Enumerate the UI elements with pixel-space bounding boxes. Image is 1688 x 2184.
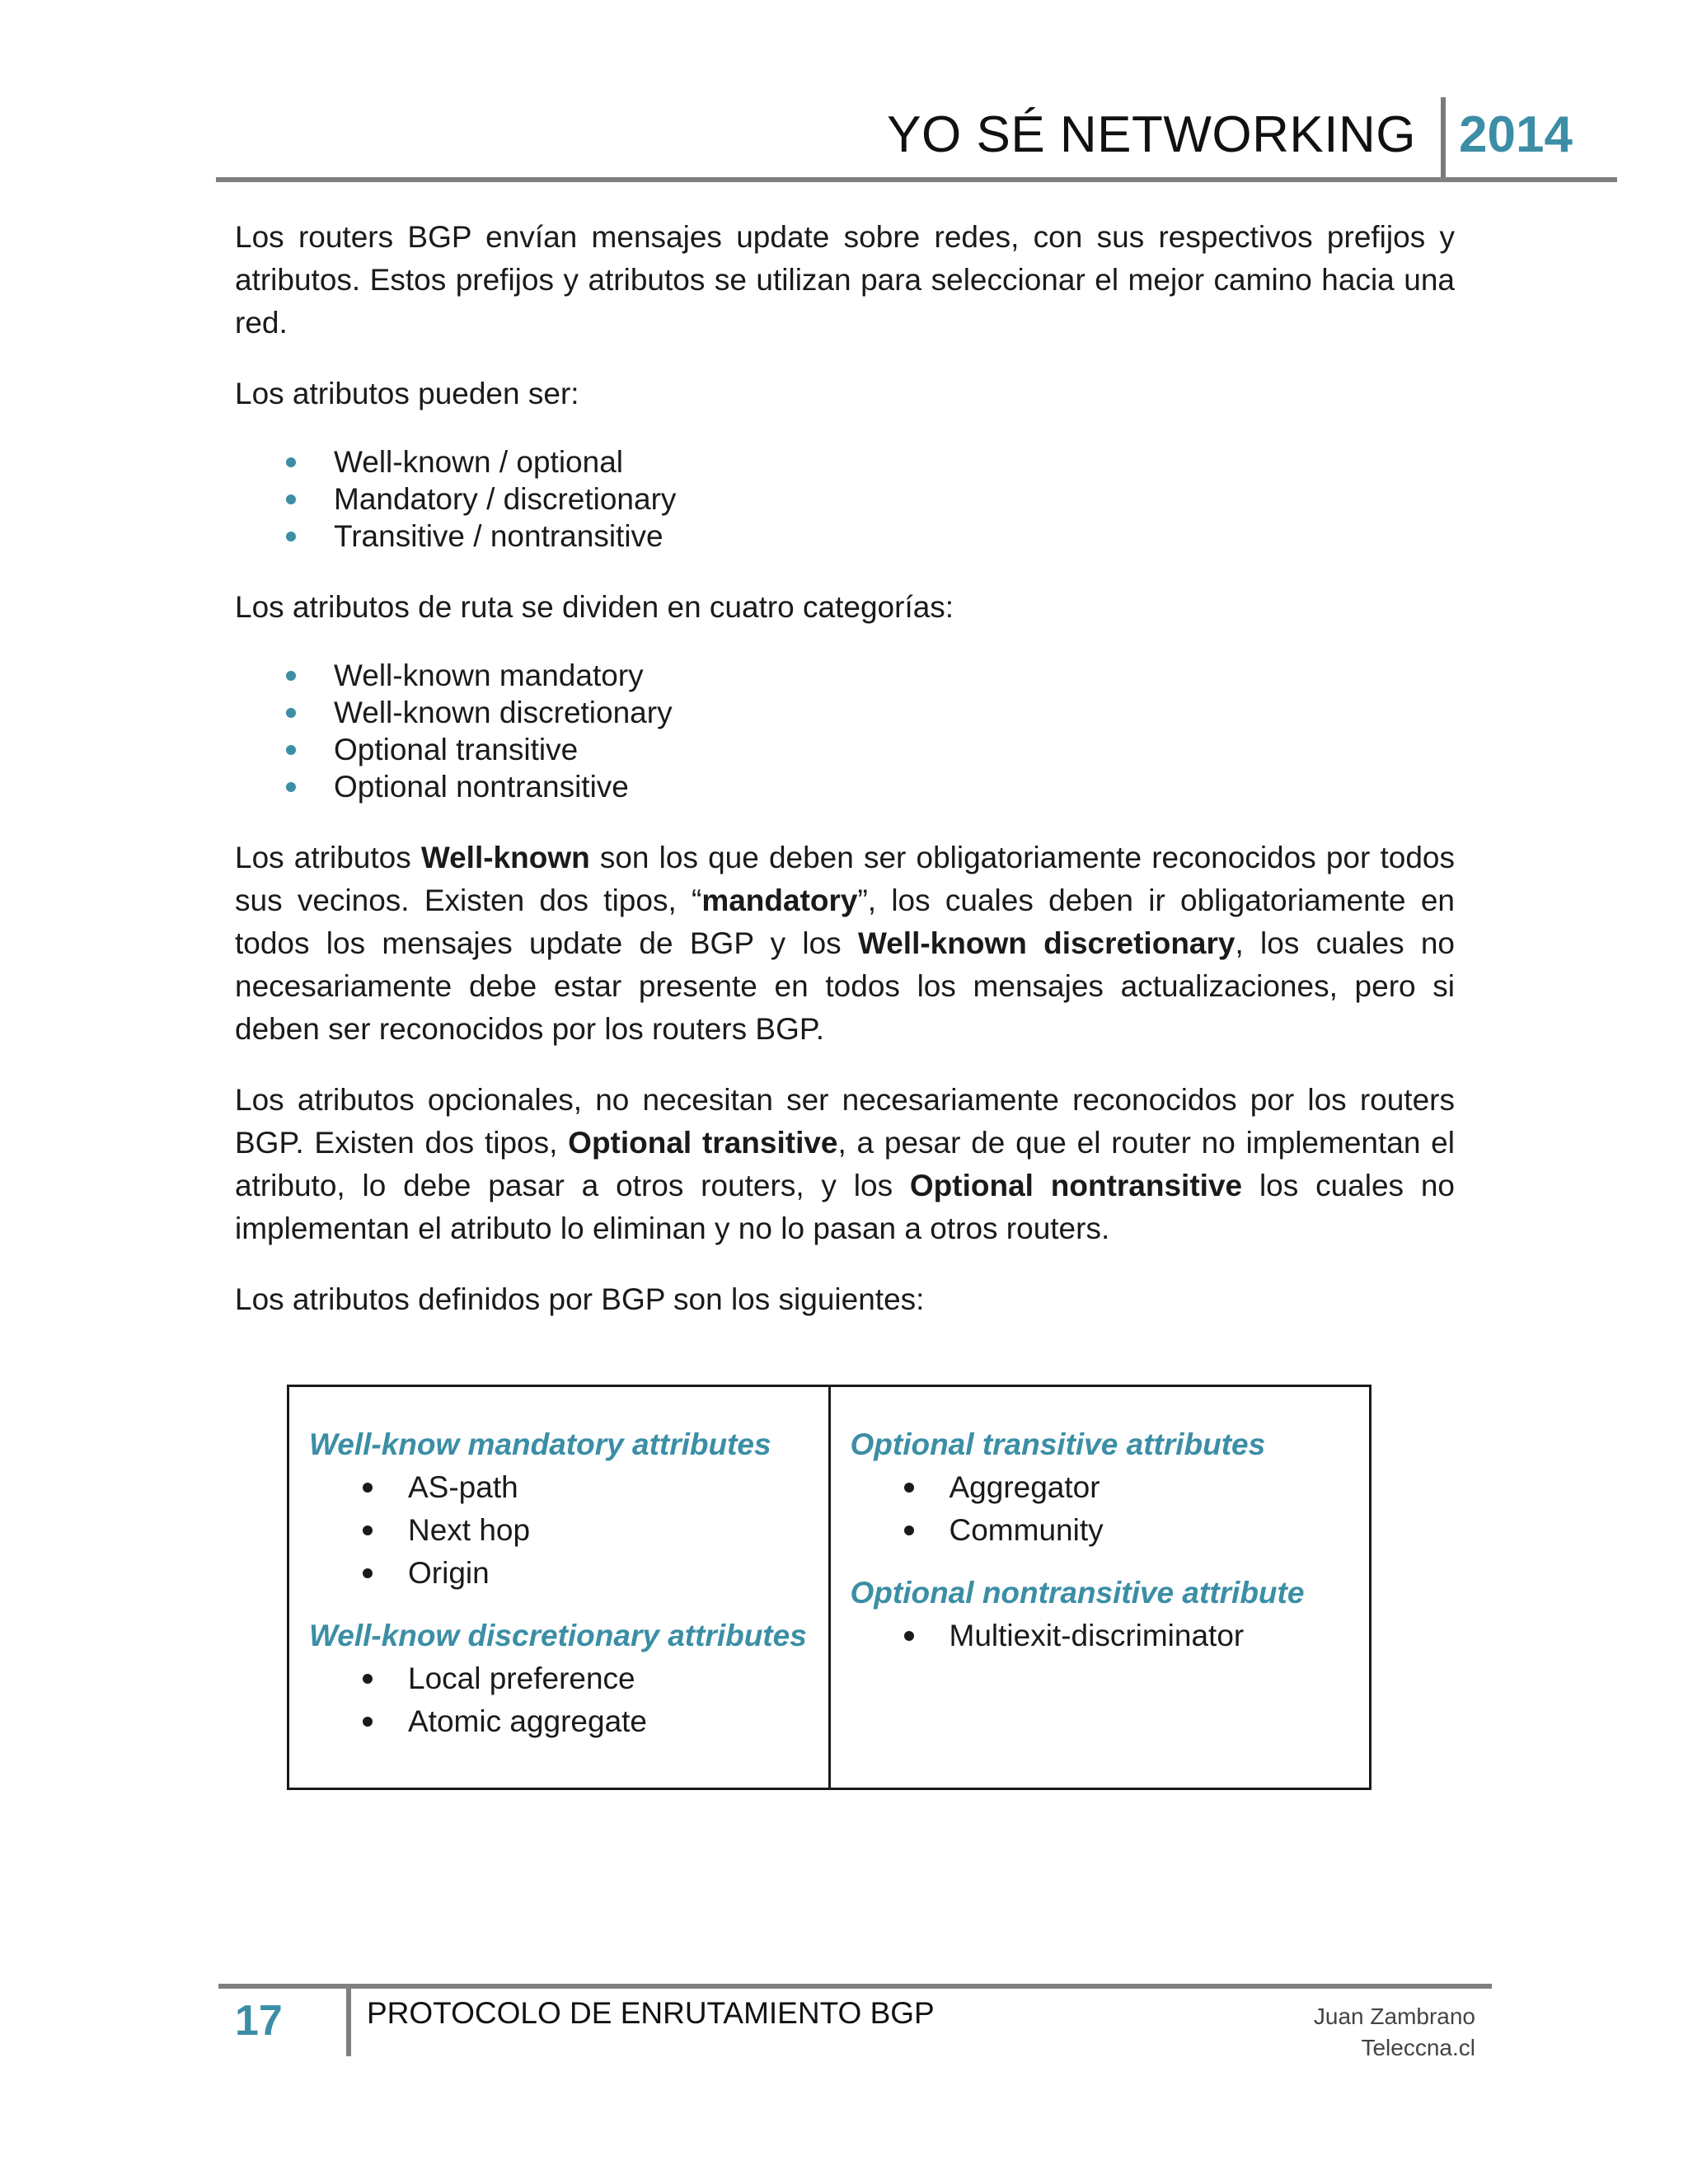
- table-heading: Well-know discretionary attributes: [309, 1619, 807, 1652]
- table-list: [851, 1615, 1370, 1657]
- page-number: 17: [235, 1997, 283, 2045]
- list-item: Multiexit-discriminator: [851, 1615, 1370, 1657]
- footer-author: Juan Zambrano: [1313, 2004, 1475, 2029]
- text-run: Los atributos: [235, 841, 421, 874]
- table-list: [851, 1466, 1370, 1552]
- list-item: Well-known / optional: [235, 443, 1455, 480]
- header-separator: [1441, 97, 1446, 180]
- bgp-attributes-table: [287, 1385, 1372, 1790]
- table-heading: Optional transitive attributes: [850, 1427, 1266, 1461]
- table-list: [309, 1466, 828, 1595]
- paragraph-categories-lead: Los atributos de ruta se dividen en cuatro categorías:: [235, 590, 954, 624]
- bold-term: Optional nontransitive: [909, 1169, 1243, 1202]
- bold-term: Well-known: [420, 841, 590, 874]
- text-run: Los atributos opcionales, no necesitan ser necesariamente reconocidos por los routers BGP. Existen dos tipos,: [235, 1083, 1455, 1160]
- list-item: Next hop: [309, 1509, 828, 1552]
- list-item: Atomic aggregate: [309, 1700, 828, 1743]
- footer-author-block: [1314, 2001, 1475, 2064]
- header-year: 2014: [1459, 106, 1573, 163]
- table-list: [309, 1657, 828, 1743]
- list-item: Well-known mandatory: [235, 657, 1455, 694]
- list-item: Community: [851, 1509, 1370, 1552]
- header-rule: [216, 177, 1617, 182]
- text-run: son los que deben ser obligatoriamente reconocidos por todos sus vecinos. Existen dos tipos, “: [235, 841, 1455, 917]
- document-body: [235, 216, 1455, 1349]
- table-column-well-known: [289, 1387, 828, 1788]
- text-run: ”, los cuales deben ir obligatoriamente en todos los mensajes update de BGP y los: [235, 883, 1455, 960]
- list-item: Mandatory / discretionary: [235, 480, 1455, 518]
- header-title: YO SÉ NETWORKING: [887, 106, 1416, 163]
- paragraph-attributes-lead: Los atributos pueden ser:: [235, 377, 579, 410]
- list-item: Optional transitive: [235, 731, 1455, 768]
- list-item: Optional nontransitive: [235, 768, 1455, 805]
- text-run: , los cuales no necesariamente debe estar presente en todos los mensajes actualizaciones, pero si deben ser reconocidos por los routers BGP.: [235, 926, 1455, 1046]
- table-column-optional: [828, 1387, 1370, 1788]
- text-run: , a pesar de que el router no implementan el atributo, lo debe pasar a otros routers, y los: [235, 1126, 1455, 1202]
- footer-separator: [346, 1984, 351, 2056]
- footer-site: Teleccna.cl: [1361, 2035, 1475, 2060]
- paragraph-well-known: [235, 837, 1455, 1051]
- paragraph-defined-lead: Los atributos definidos por BGP son los siguientes:: [235, 1282, 925, 1316]
- table-heading: Optional nontransitive attribute: [850, 1576, 1305, 1610]
- paragraph-optional: [235, 1079, 1455, 1250]
- list-item: Well-known discretionary: [235, 694, 1455, 731]
- footer-title: PROTOCOLO DE ENRUTAMIENTO BGP: [367, 1996, 935, 2030]
- list-item: AS-path: [309, 1466, 828, 1509]
- list-item: Aggregator: [851, 1466, 1370, 1509]
- bold-term: mandatory: [701, 883, 858, 917]
- attribute-types-list: [235, 443, 1455, 555]
- bold-term: Well-known discretionary: [857, 926, 1236, 960]
- footer-rule: [218, 1984, 1492, 1989]
- paragraph-intro: Los routers BGP envían mensajes update sobre redes, con sus respectivos prefijos y atributos. Estos prefijos y atributos se utilizan para seleccionar el mejor camino hacia una red.: [235, 220, 1455, 340]
- list-item: Origin: [309, 1552, 828, 1595]
- text-run: los cuales no implementan el atributo lo eliminan y no lo pasan a otros routers.: [235, 1169, 1456, 1245]
- bold-term: Optional transitive: [568, 1126, 838, 1160]
- list-item: Transitive / nontransitive: [235, 518, 1455, 555]
- attribute-categories-list: [235, 657, 1455, 805]
- list-item: Local preference: [309, 1657, 828, 1700]
- table-heading: Well-know mandatory attributes: [309, 1427, 771, 1461]
